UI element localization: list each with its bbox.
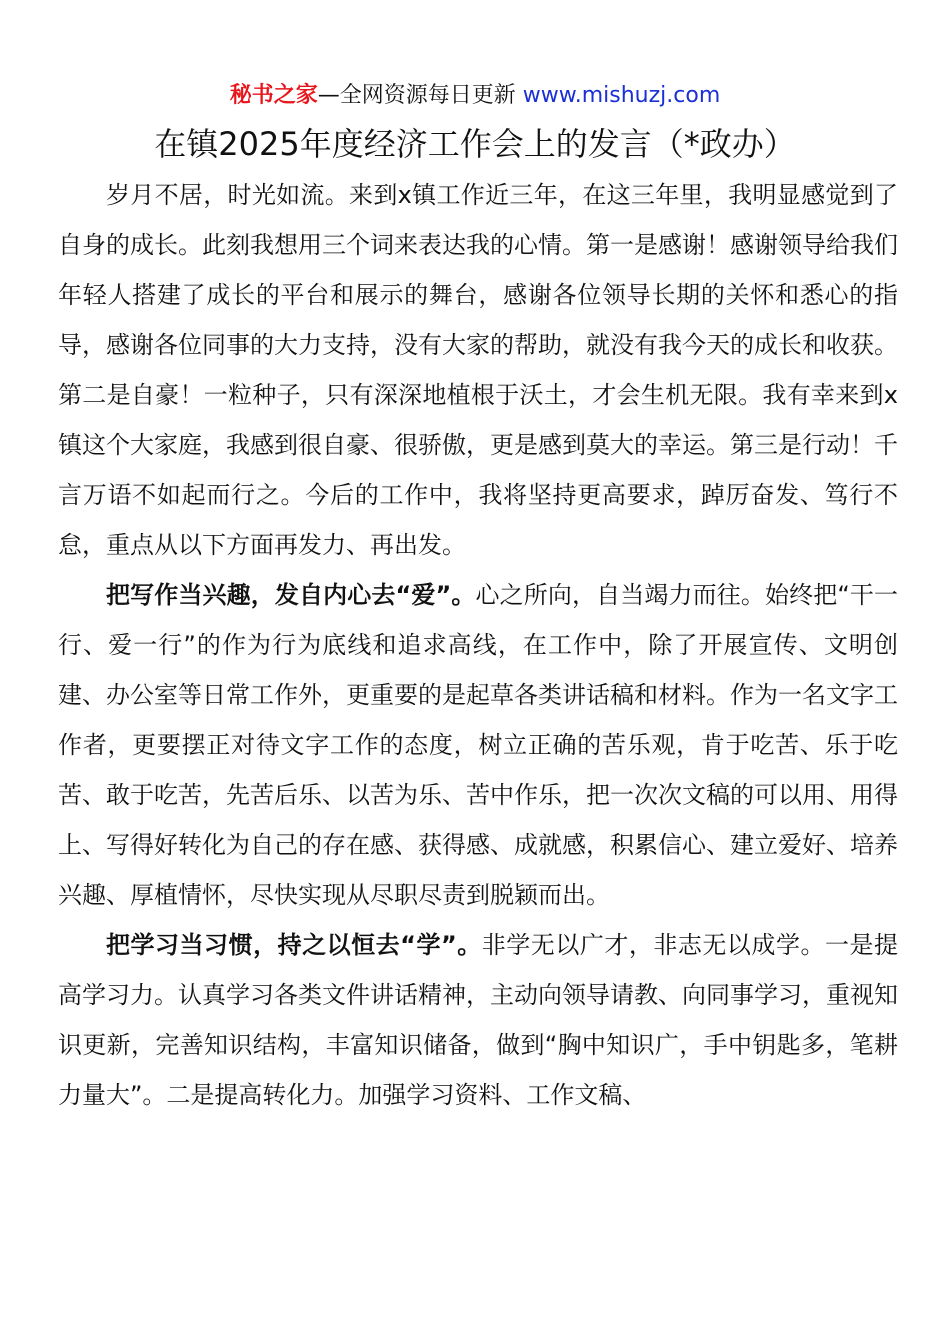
banner-slogan: —全网资源每日更新 (317, 83, 523, 108)
paragraph-lead: 把学习当习惯，持之以恒去“学”。 (106, 931, 482, 959)
paragraph (58, 920, 898, 1120)
paragraph-text: 岁月不居，时光如流。来到x镇工作近三年，在这三年里，我明显感觉到了自身的成长。此刻我想用三个词来表达我的心情。第一是感谢！感谢领导给我们年轻人搭建了成长的平台和展示的舞台，感谢各位领导长期的关怀和悉心的指导，感谢各位同事的大力支持，没有大家的帮助，就没有我今天的成长和收获。第二是自豪！一粒种子，只有深深地植根于沃土，才会生机无限。我有幸来到x镇这个大家庭，我感到很自豪、很骄傲，更是感到莫大的幸运。第三是行动！千言万语不如起而行之。今后的工作中，我将坚持更高要求，踔厉奋发、笃行不怠，重点从以下方面再发力、再出发。 (58, 181, 898, 559)
site-banner (0, 82, 950, 110)
site-url-link[interactable]: www.mishuzj.com (522, 83, 721, 108)
paragraph (58, 570, 898, 920)
paragraph (58, 170, 898, 570)
paragraph-text: 非学无以广才，非志无以成学。一是提高学习力。认真学习各类文件讲话精神，主动向领导请教、向同事学习，重视知识更新，完善知识结构，丰富知识储备，做到“胸中知识广，手中钥匙多，笔耕力量大”。二是提高转化力。加强学习资料、工作文稿、 (58, 931, 899, 1109)
paragraph-text: 心之所向，自当竭力而往。始终把“干一行、爱一行”的作为行为底线和追求高线，在工作中，除了开展宣传、文明创建、办公室等日常工作外，更重要的是起草各类讲话稿和材料。作为一名文字工作者，更要摆正对待文字工作的态度，树立正确的苦乐观，肯于吃苦、乐于吃苦、敢于吃苦，先苦后乐、以苦为乐、苦中作乐，把一次次文稿的可以用、用得上、写得好转化为自己的存在感、获得感、成就感，积累信心、建立爱好、培养兴趣、厚植情怀，尽快实现从尽职尽责到脱颖而出。 (58, 581, 899, 909)
document-body (58, 170, 898, 1120)
document-title: 在镇2025年度经济工作会上的发言（*政办） (154, 125, 796, 163)
brand-name: 秘书之家 (229, 83, 318, 108)
paragraph-lead: 把写作当兴趣，发自内心去“爱”。 (106, 581, 476, 609)
